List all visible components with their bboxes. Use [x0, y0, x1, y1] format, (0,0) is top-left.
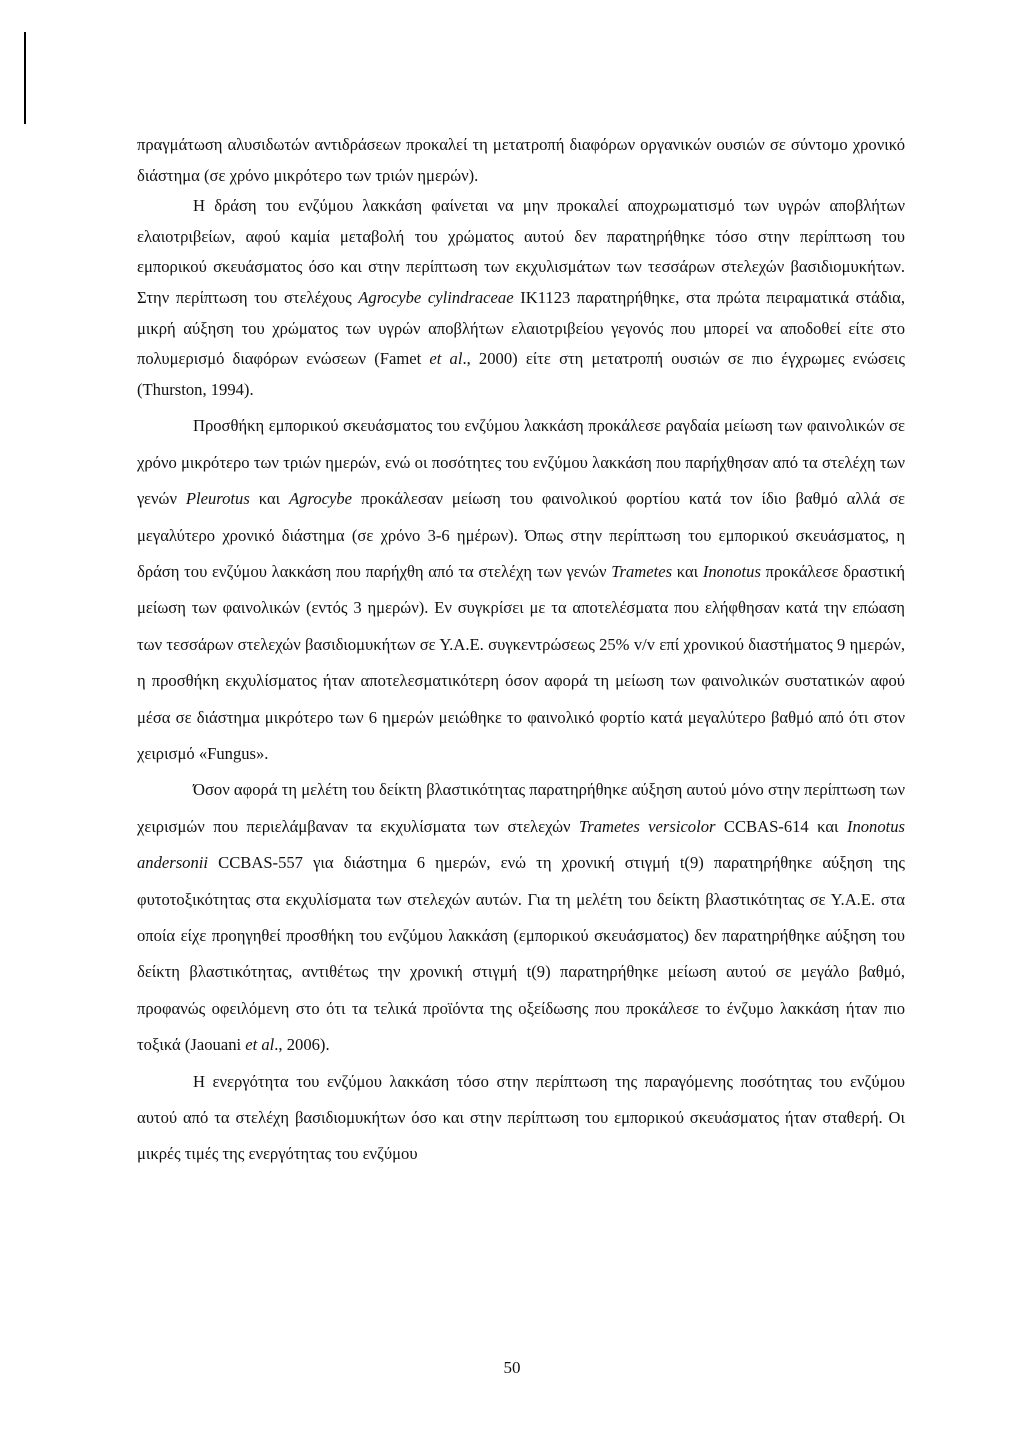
text-run: προκάλεσαν μείωση του φαινολικού φορτίου κατά τον ίδιο βαθμό αλλά σε μεγαλύτερο χρονικό διάστημα (σε χρόνο 3-6 ημέρων). Όπως στην περίπτωση του εμπορικού σκευάσματος, η δράση του ενζύμου λακκάση που παρήχθη από τα στελέχη των γενών — [137, 489, 906, 581]
paragraph — [137, 772, 905, 1063]
page-number: 50 — [503, 1358, 521, 1377]
text-run: Όσον αφορά τη μελέτη του δείκτη βλαστικότητας παρατηρήθηκε αύξηση αυτού μόνο στην περίπτωση των χειρισμών που περιελάμβαναν τα εκχυλίσματα των στελεχών — [137, 780, 905, 836]
text-run: CCBAS-557 για διάστημα 6 ημερών, ενώ τη χρονική στιγμή t(9) παρατηρήθηκε αύξηση της φυτοτοξικότητας στα εκχυλίσματα των στελεχών αυτών. Για τη μελέτη του δείκτη βλαστικότητας σε Υ.Α.Ε. στα οποία είχε προηγηθεί προσθήκη του ενζύμου λακκάση (εμπορικού σκευάσματος) δεν παρατηρήθηκε αύξηση του δείκτη βλαστικότητας, αντιθέτως την χρονική στιγμή t(9) παρατηρήθηκε μείωση αυτού σε μεγάλο βαθμό, προφανώς οφειλόμενη στο ότι τα τελικά προϊόντα της οξείδωσης που προκάλεσε το ένζυμο λακκάση ήταν πιο τοξικά (Jaouani — [137, 853, 905, 1055]
italic-text: Pleurotus — [185, 489, 250, 509]
text-run: προκάλεσε δραστική μείωση των φαινολικών (εντός 3 ημερών). Εν συγκρίσει με τα αποτελέσματα που ελήφθησαν κατά την επώαση των τεσσάρων στελεχών βασιδιομυκήτων σε Υ.Α.Ε. συγκεντρώσεως 25% v/v επί χρονικού διαστήματος 9 ημερών, η προσθήκη εκχυλίσματος ήταν αποτελεσματικότερη όσον αφορά τη μείωση των φαινολικών συστατικών αφού μέσα σε διάστημα μικρότερο των 6 ημερών μειώθηκε το φαινολικό φορτίο κατά μεγαλύτερο βαθμό από ότι στον χειρισμό «Fungus». — [137, 561, 906, 763]
paragraph — [137, 408, 905, 772]
text-run: ., 2000) είτε στη μετατροπή ουσιών σε πιο έγχρωμες ενώσεις (Thurston, 1994). — [137, 349, 905, 399]
italic-text: et al — [245, 1035, 275, 1055]
italic-text: Inonotus — [702, 561, 761, 581]
italic-text: Agrocybe — [289, 489, 353, 509]
scan-edge-line — [24, 32, 26, 124]
paragraph — [137, 130, 905, 191]
italic-text: et al — [429, 349, 463, 369]
italic-text: Agrocybe cylindraceae — [358, 287, 514, 307]
paragraph — [137, 1064, 905, 1173]
italic-text: Trametes — [611, 561, 673, 581]
text-run: IK1123 παρατηρήθηκε, στα πρώτα πειραματικά στάδια, μικρή αύξηση του χρώματος των υγρών αποβλήτων ελαιοτριβείου γεγονός που μπορεί να αποδοθεί είτε στο πολυμερισμό διαφόρων ενώσεων (Famet — [137, 287, 906, 369]
text-run: πραγμάτωση αλυσιδωτών αντιδράσεων προκαλεί τη μετατροπή διαφόρων οργανικών ουσιών σε σύντομο χρονικό διάστημα (σε χρόνο μικρότερο των τριών ημερών). — [137, 135, 905, 185]
italic-text: Inonotus andersonii — [137, 816, 905, 873]
text-run: CCBAS-614 και — [715, 816, 847, 836]
italic-text: Trametes versicolor — [578, 816, 716, 836]
page-body — [137, 130, 905, 1173]
text-run: και — [672, 561, 703, 581]
paragraph — [137, 191, 905, 405]
text-run: ., 2006). — [274, 1035, 330, 1055]
text-run: Η ενεργότητα του ενζύμου λακκάση τόσο στην περίπτωση της παραγόμενης ποσότητας του ενζύμου αυτού από τα στελέχη βασιδιομυκήτων όσο και στην περίπτωση του εμπορικού σκευάσματος ήταν σταθερή. Οι μικρές τιμές της ενεργότητας του ενζύμου — [137, 1071, 905, 1164]
text-run: και — [249, 489, 290, 509]
text-run: Προσθήκη εμπορικού σκευάσματος του ενζύμου λακκάση προκάλεσε ραγδαία μείωση των φαινολικών σε χρόνο μικρότερο των τριών ημερών, ενώ οι ποσότητες του ενζύμου λακκάση που παρήχθησαν από τα στελέχη των γενών — [137, 416, 905, 509]
text-run: Η δράση του ενζύμου λακκάση φαίνεται να μην προκαλεί αποχρωματισμό των υγρών αποβλήτων ελαιοτριβείων, αφού καμία μεταβολή του χρώματος αυτού δεν παρατηρήθηκε τόσο στην περίπτωση του εμπορικού σκευάσματος όσο και στην περίπτωση των εκχυλισμάτων των τεσσάρων στελεχών βασιδιομυκήτων. Στην περίπτωση του στελέχους — [137, 196, 905, 307]
